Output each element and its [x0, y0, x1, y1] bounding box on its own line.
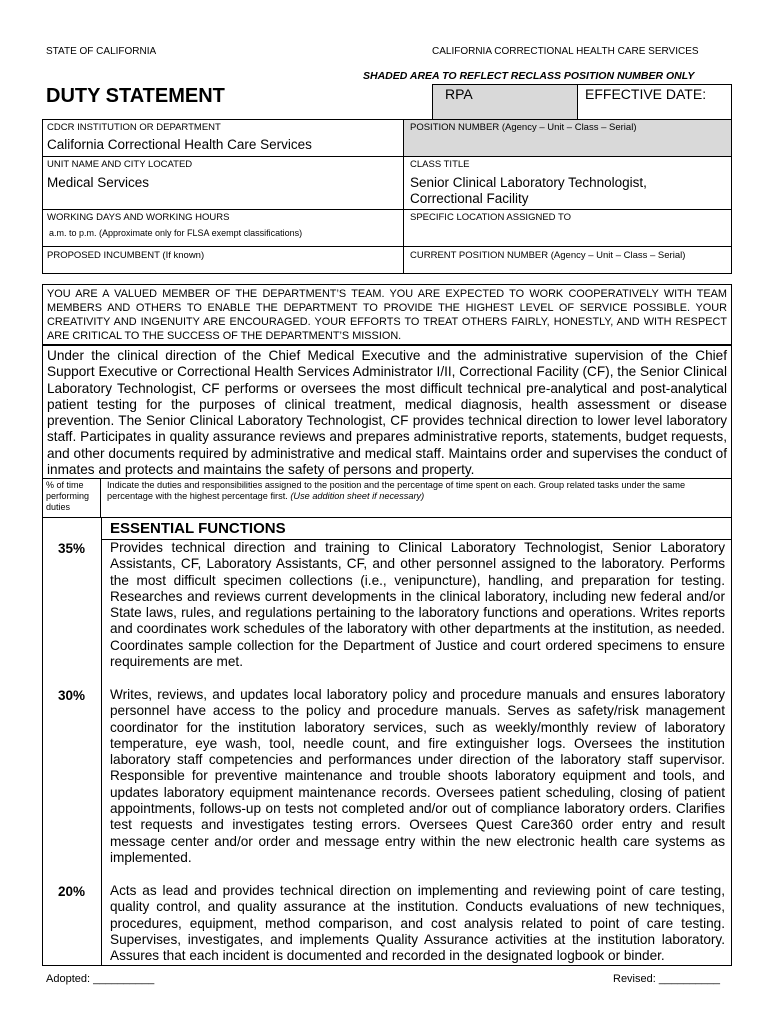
page-title: DUTY STATEMENT [46, 85, 225, 107]
proposed-incumbent-field[interactable] [42, 246, 404, 274]
class-title-value-line1: Senior Clinical Laboratory Technologist, [410, 175, 647, 190]
state-header: STATE OF CALIFORNIA [46, 46, 157, 57]
unit-label: UNIT NAME AND CITY LOCATED [47, 159, 193, 170]
effective-date-field[interactable] [577, 84, 732, 120]
mission-statement: YOU ARE A VALUED MEMBER OF THE DEPARTMENT’S TEAM. YOU ARE EXPECTED TO WORK COOPERATIVELY WITH TEAM MEMBERS AND OTHERS TO ENABLE THE DEPARTMENT TO PROVIDE THE HIGHEST LEVEL OF SERVICE POSSIBLE. YOUR CREATIVITY AND INGENUITY ARE ENCOURAGED. YOUR EFFORTS TO TREAT OTHERS FAIRLY, HONESTLY, AND WITH RESPECT ARE CRITICAL TO THE SUCCESS OF THE DEPARTMENT’S MISSION. [42, 285, 732, 345]
rpa-field[interactable] [432, 84, 578, 120]
rpa-label: RPA [445, 86, 473, 102]
institution-label: CDCR INSTITUTION OR DEPARTMENT [47, 122, 221, 133]
duties-column-divider [101, 518, 102, 966]
percent-time-header: % of time performing duties [42, 478, 101, 518]
essential-functions-heading: ESSENTIAL FUNCTIONS [110, 520, 286, 537]
unit-value: Medical Services [47, 175, 150, 190]
working-hours-note: a.m. to p.m. (Approximate only for FLSA exempt classifications) [49, 228, 303, 238]
class-title-label: CLASS TITLE [410, 159, 470, 170]
institution-field[interactable] [42, 119, 404, 157]
duties-instructions-italic: (Use addition sheet if necessary) [290, 491, 425, 501]
specific-location-label: SPECIFIC LOCATION ASSIGNED TO [410, 212, 572, 223]
adopted-field: Adopted: __________ [46, 973, 155, 985]
current-position-label: CURRENT POSITION NUMBER (Agency – Unit – Class – Serial) [410, 250, 686, 261]
position-number-field[interactable] [403, 119, 732, 157]
shaded-area-note: SHADED AREA TO REFLECT RECLASS POSITION NUMBER ONLY [363, 70, 695, 82]
position-summary: Under the clinical direction of the Chief Medical Executive and the administrative supervision of the Chief Support Executive or Correctional Health Services Administrator I/II, Correctional Facility (CF), the Senior Clinical Laboratory Technologist, CF performs or oversees the most difficult technical pre-analytical and post-analytical patient testing for the purposes of clinical treatment, medical diagnosis, health assessment or disease prevention. The Senior Clinical Laboratory Technologist, CF provides technical direction to lower level laboratory staff. Participates in quality assurance reviews and prepares administrative reports, statements, budget requests, and other documents required by administrative and medical staff. Maintains order and supervises the conduct of inmates and protects and maintains the safety of persons and property. [42, 345, 732, 478]
current-position-field[interactable] [403, 246, 732, 274]
working-days-field[interactable] [42, 209, 404, 247]
class-title-value-line2: Correctional Facility [410, 191, 529, 206]
duty-percent-3: 20% [57, 884, 86, 899]
duty-text-3: Acts as lead and provides technical direction on implementing and reviewing point of care testing, quality control, and quality assurance at the institution. Conducts evaluations of new techniques, procedures, equipment, method comparison, and cost analysis related to point of care testing. Supervises, investigates, and implements Quality Assurance activities at the institution laboratory. Assures that each incident is documented and recorded in the designated logbook or binder. [110, 883, 725, 964]
institution-value: California Correctional Health Care Services [47, 137, 312, 152]
duty-text-1: Provides technical direction and training to Clinical Laboratory Technologist, Senior Laboratory Assistants, CF, Laboratory Assistants, CF, and other personnel assigned to the laboratory. Performs the most difficult specimen collections (i.e., venipuncture), handling, and preparation for testing. Researches and reviews current developments in the clinical laboratory, including new federal and/or State laws, rules, and regulations pertaining to the laboratory functions and operations. Writes reports and coordinates work schedules of the laboratory with other departments at the institution, as needed. Coordinates sample collection for the Department of Justice and court ordered specimens to ensure requirements are met. [110, 540, 725, 670]
working-days-label: WORKING DAYS AND WORKING HOURS [47, 212, 230, 223]
revised-field: Revised: __________ [613, 973, 721, 985]
agency-header: CALIFORNIA CORRECTIONAL HEALTH CARE SERVICES [432, 46, 699, 57]
class-title-field[interactable] [403, 156, 732, 210]
duty-percent-2: 30% [57, 688, 86, 703]
duty-percent-1: 35% [57, 541, 86, 556]
position-number-label: POSITION NUMBER (Agency – Unit – Class – Serial) [410, 122, 637, 133]
duties-instructions-text: Indicate the duties and responsibilities assigned to the position and the percentage of time spent on each. Group related tasks under the same percentage with the highest percentage first. [107, 480, 686, 501]
effective-date-label: EFFECTIVE DATE: [585, 86, 707, 102]
proposed-incumbent-label: PROPOSED INCUMBENT (If known) [47, 250, 205, 261]
duties-instructions-header [101, 478, 732, 518]
duty-text-2: Writes, reviews, and updates local laboratory policy and procedure manuals and ensures laboratory personnel have access to the policy and procedure manuals. Serves as safety/risk management coordinator for the institution laboratory services, such as weekly/monthly review of laboratory temperature, eye wash, tool, needle count, and fire extinguisher logs. Oversees the institution laboratory staff competencies and performances under direction of the laboratory staff supervisor. Responsible for preventive maintenance and trouble shoots laboratory equipment and tools, and updates laboratory equipment maintenance records. Oversees patient scheduling, closing of patient appointments, follows-up on tests not completed and/or out of compliance laboratory orders. Clarifies test requests and investigates testing errors. Oversees Quest Care360 order entry and result message center and/or order and message entry within the new electronic health care systems as implemented. [110, 687, 725, 865]
specific-location-field[interactable] [403, 209, 732, 247]
unit-field[interactable] [42, 156, 404, 210]
